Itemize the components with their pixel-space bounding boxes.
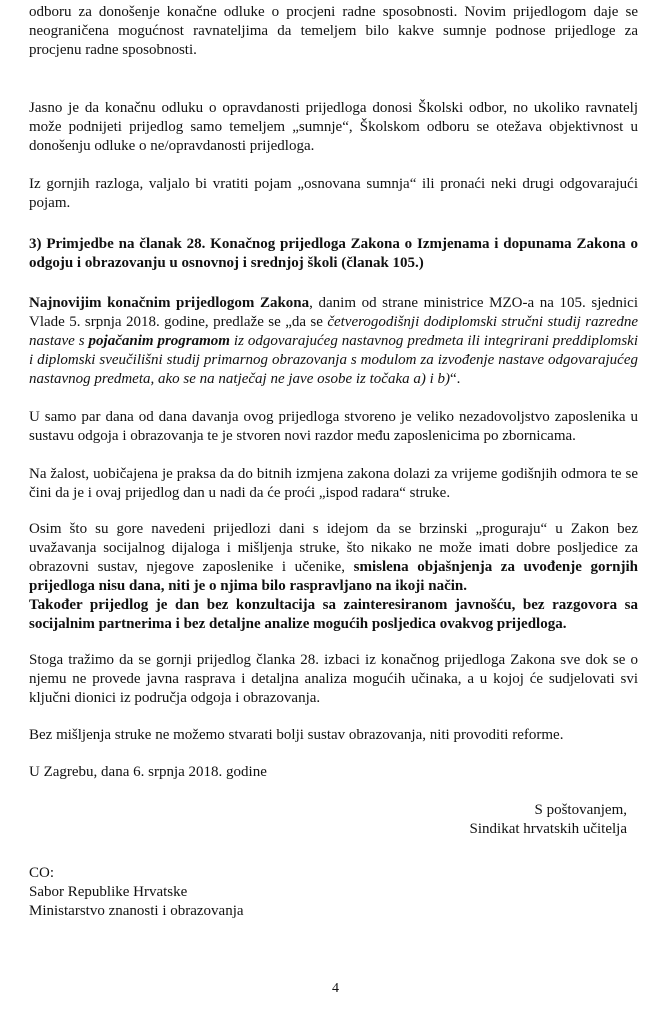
cc-recipient: Sabor Republike Hrvatske <box>29 884 188 900</box>
paragraph-godisnji-odmori <box>29 465 638 503</box>
signature-organization: Sindikat hrvatskih učitelja <box>469 821 627 837</box>
cc-block <box>29 864 638 921</box>
bold-italic-text: pojačanim programom <box>88 333 230 349</box>
paragraph-skolski-odbor <box>29 99 638 156</box>
section-heading <box>29 235 638 273</box>
cc-recipient: Ministarstvo znanosti i obrazovanja <box>29 903 244 919</box>
paragraph-zahtjev <box>29 651 638 708</box>
paragraph-konzultacije <box>29 596 638 634</box>
signature-greeting: S poštovanjem, <box>534 802 627 818</box>
paragraph-nezadovoljstvo <box>29 408 638 446</box>
page-number: 4 <box>332 981 339 996</box>
paragraph-text: U samo par dana od dana davanja ovog prijedloga stvoreno je veliko nezadovoljstvo zaposlenika u sustavu odgoja i obrazovanja te je stvoren novi razdor među zaposlenicima po zbornicama. <box>29 409 638 444</box>
paragraph-procjena-sposobnosti <box>29 3 638 60</box>
paragraph-text: Stoga tražimo da se gornji prijedlog članka 28. izbaci iz konačnog prijedloga Zakona sve dok se o njemu ne provede javna rasprava i detaljna analiza mogućih učinaka, a u kojoj će sudjelovati svi ključni dionici iz područja odgoja i obrazovanja. <box>29 652 638 706</box>
paragraph-text <box>29 520 638 596</box>
paragraph-text <box>29 294 638 389</box>
place-date-text: U Zagrebu, dana 6. srpnja 2018. godine <box>29 764 267 780</box>
italic-text: iz odgovarajućeg nastavnog predmeta ili integrirani preddiplomski i diplomski sveučilišni studij primarnog obrazovanja s modulom za izvođenje nastave odgovarajućeg nastavnog predmeta, ako se na natječaj ne jave osobe iz točaka a) i b) <box>29 333 639 387</box>
paragraph-text: Na žalost, uobičajena je praksa da do bitnih izmjena zakona dolazi za vrijeme godišnjih odmora te se čini da je i ovaj prijedlog dan u nadi da će proći „ispod radara“ struke. <box>29 466 638 501</box>
place-and-date <box>29 763 638 782</box>
paragraph-text: Iz gornjih razloga, valjalo bi vratiti pojam „osnovana sumnja“ ili pronaći neki drugi odgovarajući pojam. <box>29 176 638 211</box>
italic-text: četverogodišnji dodiplomski stručni studij razredne nastave s <box>29 314 638 349</box>
paragraph-text: odboru za donošenje konačne odluke o procjeni radne sposobnosti. Novim prijedlogom daje se neograničena mogućnost ravnateljima da temeljem bilo kakve sumnje podnose prijedloge za procjenu radne sposobnosti. <box>29 4 638 58</box>
bold-text: smislena objašnjenja za uvođenje gornjih prijedloga nisu dana, niti je o njima bilo raspravljano na ikoji način. <box>29 559 638 594</box>
paragraph-osnovana-sumnja <box>29 175 638 213</box>
paragraph-proguraju <box>29 520 638 596</box>
section-heading-text: 3) Primjedbe na članak 28. Konačnog prijedloga Zakona o Izmjenama i dopunama Zakona o odgoju i obrazovanju u osnovnoj i srednjoj školi (članak 105.) <box>29 236 638 271</box>
paragraph-najnoviji-prijedlog <box>29 294 638 389</box>
paragraph-text: Bez mišljenja struke ne možemo stvarati bolji sustav obrazovanja, niti provoditi reforme. <box>29 727 564 743</box>
plain-text: , danim od strane ministrice MZO-a na 105. sjednici Vlade 5. srpnja 2018. godine, predlaže se „da se <box>29 295 639 330</box>
paragraph-text: Također prijedlog je dan bez konzultacija sa zainteresiranom javnošću, bez razgovora sa socijalnim partnerima i bez detaljne analize mogućih posljedica ovakvog prijedloga. <box>29 597 638 632</box>
paragraph-misljenje-struke <box>29 726 638 745</box>
plain-text: Osim što su gore navedeni prijedlozi dani s idejom da se brzinski „proguraju“ u Zakon bez uvažavanja socijalnog dijaloga i mišljenja struke, što nikako ne može imati dobre posljedice za obrazovni sustav, njegove zaposlenike i učenike, <box>29 521 638 575</box>
plain-text: “. <box>450 371 461 387</box>
bold-lead: Najnovijim konačnim prijedlogom Zakona <box>29 295 310 311</box>
signature-block <box>470 801 627 839</box>
cc-label: CO: <box>29 865 55 881</box>
paragraph-text: Jasno je da konačnu odluku o opravdanosti prijedloga donosi Školski odbor, no ukoliko ravnatelj može podnijeti prijedlog samo temeljem „sumnje“, Školskom odboru se otežava objektivnost u donošenju odluke o ne/opravdanosti prijedloga. <box>29 100 638 154</box>
